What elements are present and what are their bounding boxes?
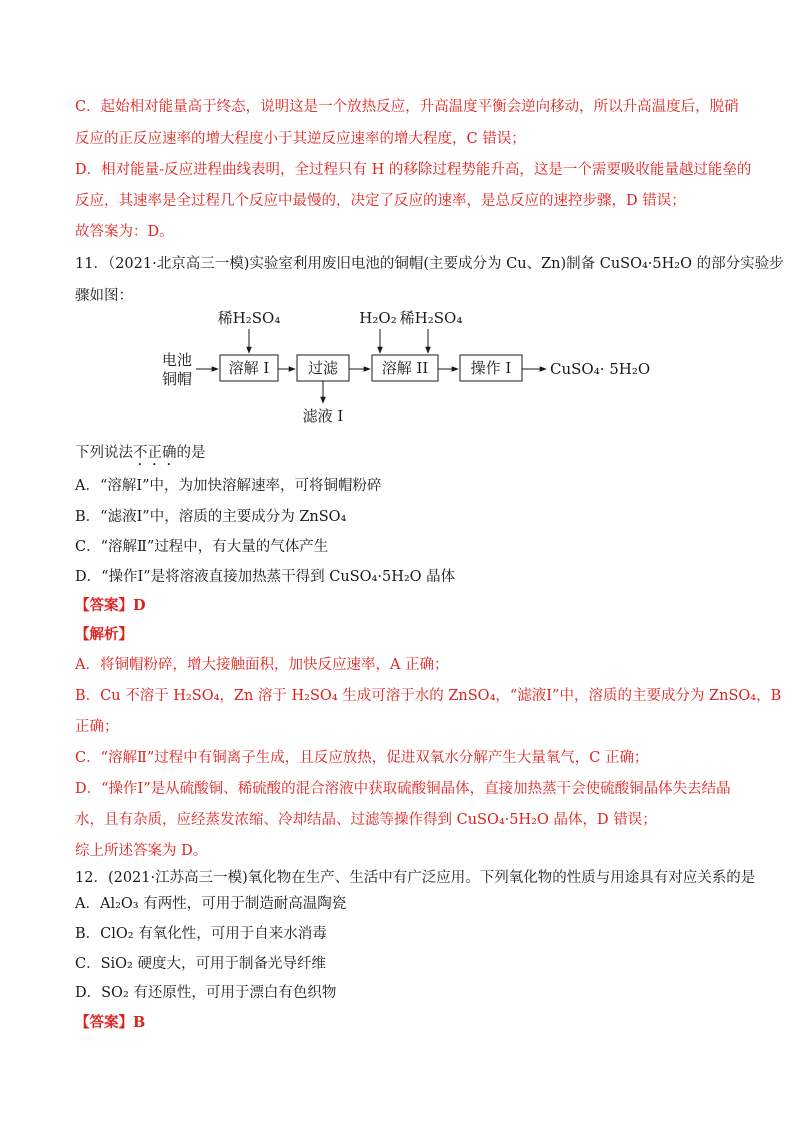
flow-box-dissolve-2-label: 溶解 II bbox=[381, 359, 429, 377]
q11-option-d: D．“操作Ⅰ”是将溶液直接加热蒸干得到 CuSO₄·5H₂O 晶体 bbox=[75, 569, 456, 585]
q11-prompt-pre: 下列说法 bbox=[75, 445, 133, 461]
flow-output-label: CuSO₄· 5H₂O bbox=[550, 360, 651, 378]
q11-stem-line2: 骤如图： bbox=[75, 288, 133, 304]
flow-box-dissolve-1-label: 溶解 I bbox=[228, 359, 270, 377]
flow-reagent-1: 稀H₂SO₄ bbox=[217, 309, 281, 327]
q11-prompt-emphasis: 不正确 bbox=[133, 445, 177, 461]
flow-input-label-2: 铜帽 bbox=[162, 370, 193, 388]
q11-option-c: C．“溶解Ⅱ”过程中，有大量的气体产生 bbox=[75, 539, 329, 555]
q12-option-d: D．SO₂ 有还原性，可用于漂白有色织物 bbox=[75, 985, 337, 1001]
q11-option-b: B．“滤液Ⅰ”中，溶质的主要成分为 ZnSO₄ bbox=[75, 509, 347, 525]
q12-answer bbox=[75, 1013, 725, 1033]
q12-option-c: C．SiO₂ 硬度大，可用于制备光导纤维 bbox=[75, 956, 326, 972]
q11-stem-line1: 11．（2021·北京高三一模)实验室利用废旧电池的铜帽(主要成分为 Cu、Zn)制备 CuSO₄·5H₂O 的部分实验步 bbox=[75, 256, 784, 272]
q12-answer-label: 【答案】 bbox=[75, 1014, 133, 1031]
prev-solution-c-line2: 反应的正反应速率的增大程度小于其逆反应速率的增大程度，C 错误； bbox=[75, 131, 526, 147]
q12-stem: 12．(2021·江苏高三一模)氧化物在生产、生活中有广泛应用。下列氧化物的性质与用途具有对应关系的是 bbox=[75, 870, 756, 886]
flow-box-filter-label: 过滤 bbox=[307, 359, 339, 377]
flow-reagent-2b: 稀H₂SO₄ bbox=[399, 309, 463, 327]
q11-analysis-d-line1: D．“操作Ⅰ”是从硫酸铜、稀硫酸的混合溶液中获取硫酸铜晶体，直接加热蒸干会使硫酸铜晶体失去结晶 bbox=[75, 781, 731, 797]
flow-reagent-2a: H₂O₂ bbox=[359, 309, 397, 327]
q11-prompt-post: 的是 bbox=[176, 445, 206, 461]
q11-analysis-summary: 综上所述答案为 D。 bbox=[75, 843, 208, 859]
prev-solution-d-line1: D．相对能量-反应进程曲线表明，全过程只有 H 的移除过程势能升高，这是一个需要吸收能量越过能垒的 bbox=[75, 162, 752, 178]
q11-answer-label: 【答案】 bbox=[75, 597, 133, 614]
q11-analysis-a: A．将铜帽粉碎，增大接触面积，加快反应速率，A 正确； bbox=[75, 657, 449, 673]
flow-input-label-1: 电池 bbox=[162, 351, 193, 369]
prev-solution-c-line1: C．起始相对能量高于终态，说明这是一个放热反应，升高温度平衡会逆向移动，所以升高温度后，脱硝 bbox=[75, 99, 739, 115]
q11-analysis-b-line2: 正确； bbox=[75, 719, 119, 735]
q12-option-b: B．ClO₂ 有氧化性，可用于自来水消毒 bbox=[75, 926, 327, 942]
prev-solution-d-line2: 反应，其速率是全过程几个反应中最慢的，决定了反应的速率，是总反应的速控步骤，D 错误； bbox=[75, 193, 686, 209]
q11-answer bbox=[75, 596, 725, 616]
q11-answer-value: D bbox=[133, 597, 146, 614]
q11-analysis-d-line2: 水，且有杂质，应经蒸发浓缩、冷却结晶、过滤等操作得到 CuSO₄·5H₂O 晶体，D 错误； bbox=[75, 812, 657, 828]
q11-analysis-c: C．“溶解Ⅱ”过程中有铜离子生成，且反应放热，促进双氧水分解产生大量氧气，C 正确； bbox=[75, 750, 649, 766]
q12-answer-value: B bbox=[133, 1014, 146, 1031]
q12-option-a: A．Al₂O₃ 有两性，可用于制造耐高温陶瓷 bbox=[75, 896, 347, 912]
q11-option-a: A．“溶解Ⅰ”中，为加快溶解速率，可将铜帽粉碎 bbox=[75, 478, 382, 494]
q11-analysis-label: 【解析】 bbox=[75, 626, 133, 643]
flow-filtrate-label: 滤液 I bbox=[302, 407, 344, 425]
q11-prompt bbox=[75, 443, 725, 469]
flow-box-operation-label: 操作 I bbox=[470, 359, 512, 377]
q11-flow-diagram bbox=[160, 305, 660, 425]
q11-analysis-b-line1: B．Cu 不溶于 H₂SO₄，Zn 溶于 H₂SO₄ 生成可溶于水的 ZnSO₄，“滤液Ⅰ”中，溶质的主要成分为 ZnSO₄，B bbox=[75, 688, 782, 704]
prev-solution-conclusion: 故答案为：D。 bbox=[75, 224, 174, 240]
